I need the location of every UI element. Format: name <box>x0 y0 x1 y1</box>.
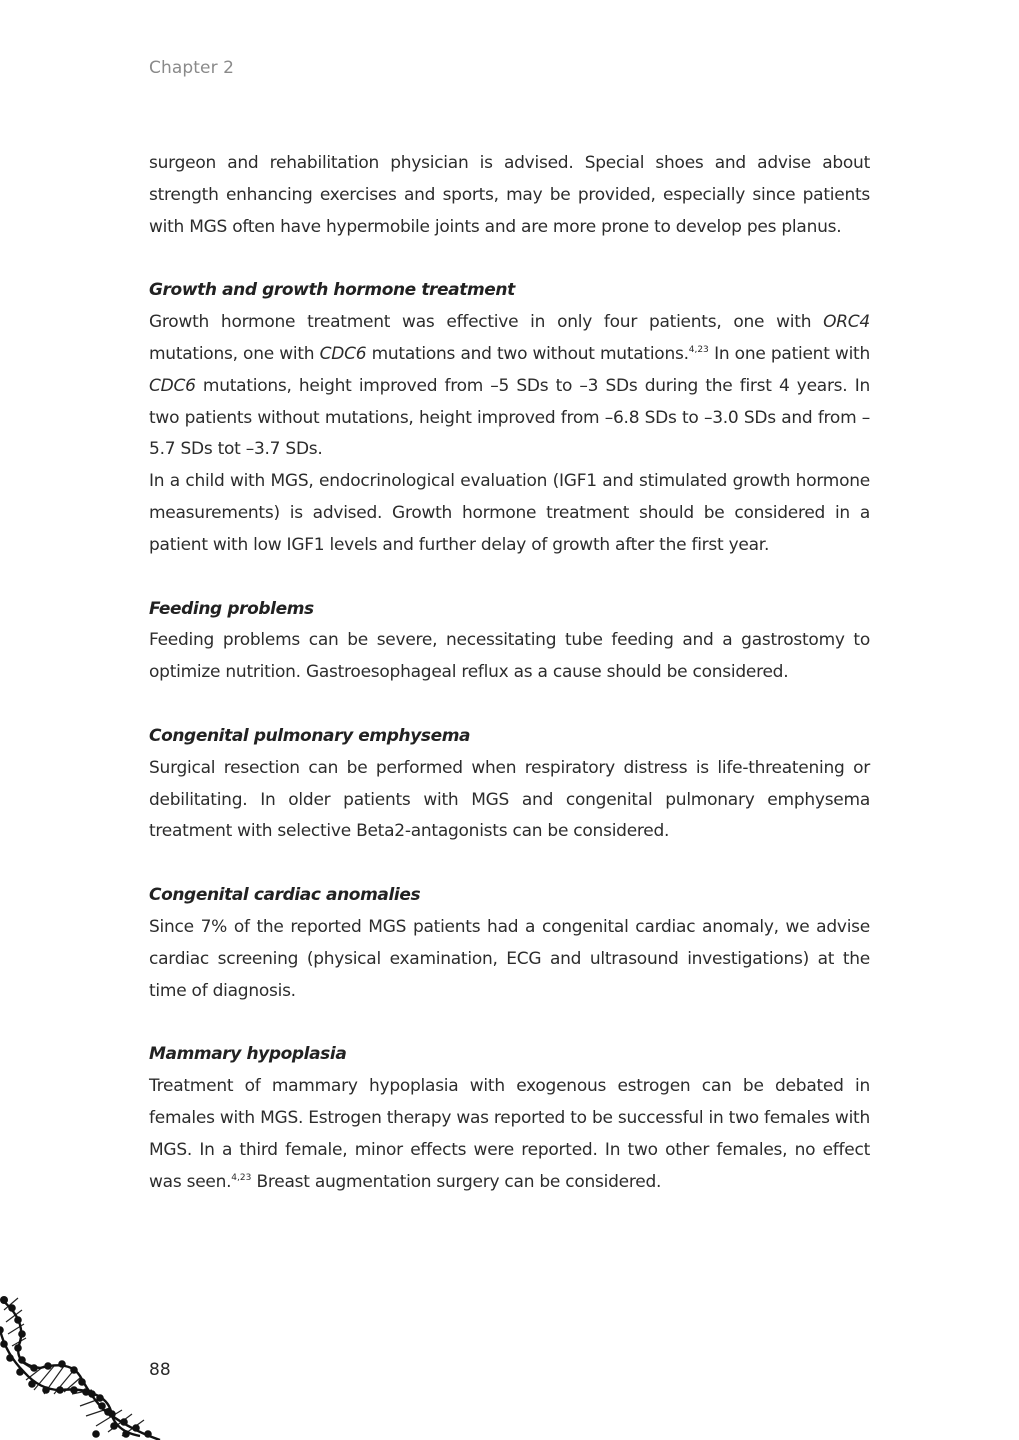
section-mammary <box>149 1039 870 1198</box>
reference-superscript: 4,23 <box>688 344 709 355</box>
cardiac-paragraph: Since 7% of the reported MGS patients had a congenital cardiac anomaly, we advise cardiac screening (physical examination, ECG and ultrasound investigations) at the time of diagnosis. <box>149 916 870 1001</box>
heading-mammary: Mammary hypoplasia <box>149 1044 347 1065</box>
pulmonary-paragraph: Surgical resection can be performed when respiratory distress is life-threatening or debilitating. In older patients with MGS and congenital pulmonary emphysema treatment with selective Beta2-antagonists can be considered. <box>149 757 870 842</box>
intro-paragraph: surgeon and rehabilitation physician is advised. Special shoes and advise about strength enhancing exercises and sports, may be provided, especially since patients with MGS often have hypermobile joints and are more prone to develop pes planus. <box>149 153 870 237</box>
growth-text-a: Growth hormone treatment was effective in only four patients, one with <box>149 312 824 333</box>
heading-feeding: Feeding problems <box>149 598 314 619</box>
growth-text-d: In one patient with <box>708 343 870 364</box>
gene-cdc6-second: CDC6 <box>149 375 196 396</box>
heading-cardiac: Congenital cardiac anomalies <box>149 885 421 906</box>
gene-orc4: ORC4 <box>823 312 870 333</box>
gene-cdc6: CDC6 <box>319 343 367 364</box>
section-growth <box>149 275 870 561</box>
page-number: 88 <box>149 1360 171 1380</box>
growth-text-e: mutations, height improved from –5 SDs to –3 SDs during the first 4 years. In two patients without mutations, height improved from –6.8 SDs to –3.0 SDs and from –5.7 SDs tot –3.7 SDs. <box>149 375 870 460</box>
mammary-text-b: Breast augmentation surgery can be considered. <box>251 1171 662 1192</box>
section-feeding <box>149 594 870 689</box>
growth-text-c: mutations and two without mutations. <box>366 343 689 364</box>
section-pulmonary <box>149 721 870 848</box>
growth-text-b: mutations, one with <box>149 343 320 364</box>
mammary-paragraph <box>149 1071 870 1198</box>
reference-superscript-mammary: 4,23 <box>231 1172 252 1183</box>
heading-pulmonary: Congenital pulmonary emphysema <box>149 725 471 746</box>
dna-helix-icon <box>0 1290 170 1440</box>
heading-growth: Growth and growth hormone treatment <box>149 280 515 301</box>
feeding-paragraph: Feeding problems can be severe, necessitating tube feeding and a gastrostomy to optimize nutrition. Gastroesophageal reflux as a cause should be considered. <box>149 630 870 683</box>
growth-paragraph-1 <box>149 307 870 466</box>
section-cardiac <box>149 880 870 1007</box>
growth-paragraph-2: In a child with MGS, endocrinological evaluation (IGF1 and stimulated growth hormone measurements) is advised. Growth hormone treatment should be considered in a patient with low IGF1 levels and further delay of growth after the first year. <box>149 471 870 555</box>
running-head: Chapter 2 <box>149 58 235 78</box>
mammary-text-a: Treatment of mammary hypoplasia with exogenous estrogen can be debated in females with MGS. Estrogen therapy was reported to be successful in two females with MGS. In a third female, minor effects were reported. In two other females, no effect was seen. <box>149 1076 870 1192</box>
page-body <box>149 148 870 1198</box>
